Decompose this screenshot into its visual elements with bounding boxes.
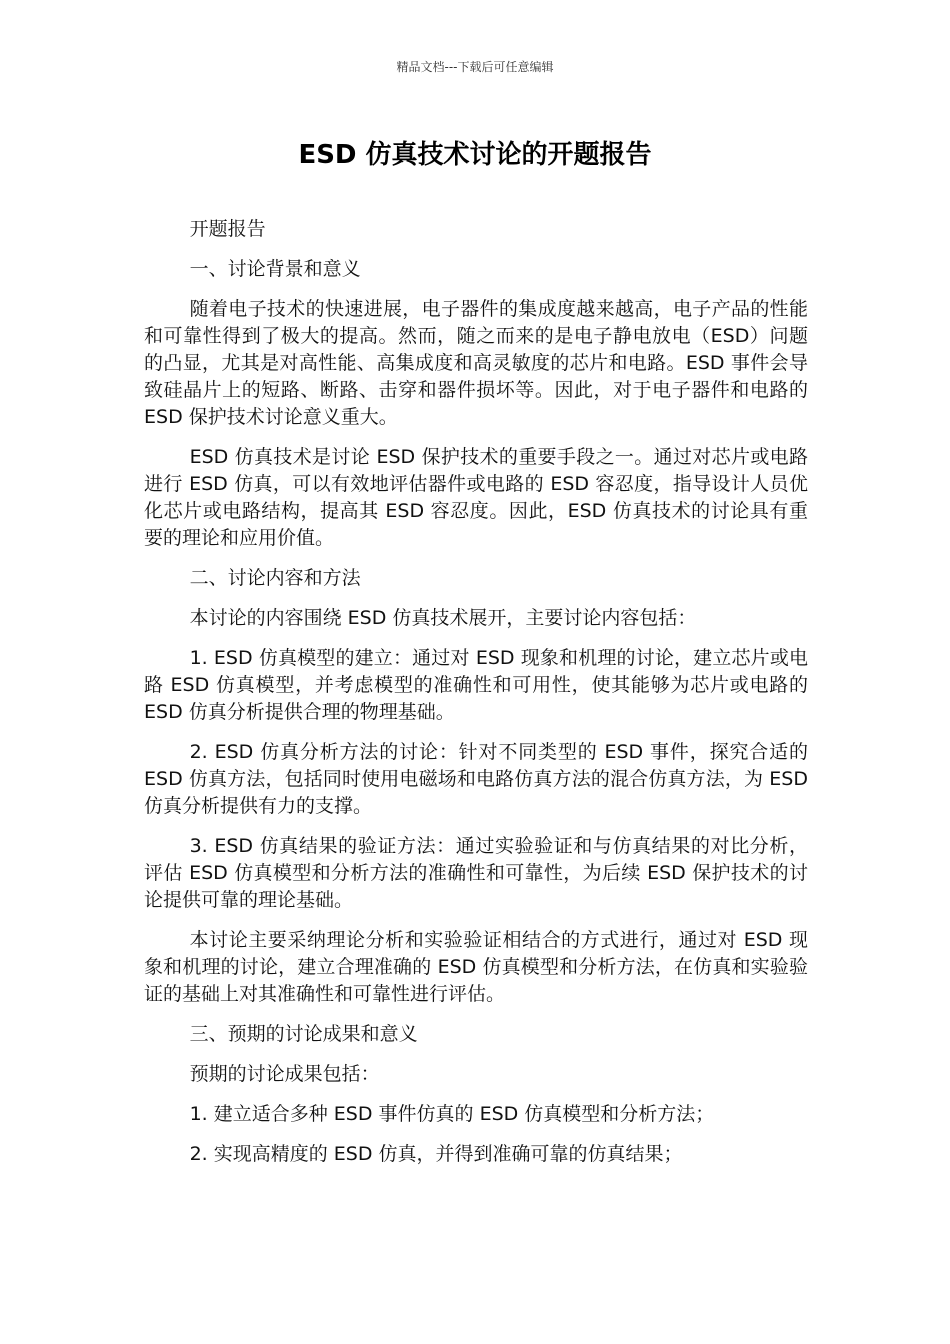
list-item-model: 1. ESD 仿真模型的建立：通过对 ESD 现象和机理的讨论，建立芯片或电路 ESD 仿真模型，并考虑模型的准确性和可用性，使其能够为芯片或电路的 ESD 仿真分析提供合理的物理基础。 bbox=[144, 647, 808, 723]
paragraph-esd-simulation-importance: ESD 仿真技术是讨论 ESD 保护技术的重要手段之一。通过对芯片或电路进行 ESD 仿真，可以有效地评估器件或电路的 ESD 容忍度，指导设计人员优化芯片或电路结构，提高其 ESD 容忍度。因此，ESD 仿真技术的讨论具有重要的理论和应用价值。 bbox=[144, 446, 808, 549]
paragraph-background: 随着电子技术的快速进展，电子器件的集成度越来越高，电子产品的性能和可靠性得到了极大的提高。然而，随之而来的是电子静电放电（ESD）问题的凸显，尤其是对高性能、高集成度和高灵敏度的芯片和电路。ESD 事件会导致硅晶片上的短路、断路、击穿和器件损坏等。因此，对于电子器件和电路的 ESD 保护技术讨论意义重大。 bbox=[144, 298, 808, 428]
paragraph-expected-intro: 预期的讨论成果包括： bbox=[189, 1063, 380, 1085]
paragraph-report-label: 开题报告 bbox=[189, 218, 266, 240]
paragraph-methodology: 本讨论主要采纳理论分析和实验验证相结合的方式进行，通过对 ESD 现象和机理的讨论，建立合理准确的 ESD 仿真模型和分析方法，在仿真和实验验证的基础上对其准确性和可靠性进行评估。 bbox=[144, 929, 808, 1005]
section-heading-expected-results: 三、预期的讨论成果和意义 bbox=[189, 1023, 418, 1045]
header-note: 精品文档---下载后可任意编辑 bbox=[396, 60, 554, 74]
section-heading-background: 一、讨论背景和意义 bbox=[189, 258, 361, 280]
list-item-expected-1: 1. 建立适合多种 ESD 事件仿真的 ESD 仿真模型和分析方法； bbox=[189, 1103, 715, 1125]
paragraph-content-intro: 本讨论的内容围绕 ESD 仿真技术展开，主要讨论内容包括： bbox=[189, 607, 697, 629]
section-heading-content-methods: 二、讨论内容和方法 bbox=[189, 567, 361, 589]
list-item-verification: 3. ESD 仿真结果的验证方法：通过实验验证和与仿真结果的对比分析，评估 ESD 仿真模型和分析方法的准确性和可靠性，为后续 ESD 保护技术的讨论提供可靠的理论基础。 bbox=[144, 835, 808, 911]
document-title: ESD 仿真技术讨论的开题报告 bbox=[298, 140, 652, 170]
list-item-expected-2: 2. 实现高精度的 ESD 仿真，并得到准确可靠的仿真结果； bbox=[189, 1143, 683, 1165]
list-item-analysis-method: 2. ESD 仿真分析方法的讨论：针对不同类型的 ESD 事件，探究合适的 ESD 仿真方法，包括同时使用电磁场和电路仿真方法的混合仿真方法，为 ESD 仿真分析提供有力的支撑。 bbox=[144, 741, 808, 817]
document-body bbox=[144, 216, 808, 1181]
